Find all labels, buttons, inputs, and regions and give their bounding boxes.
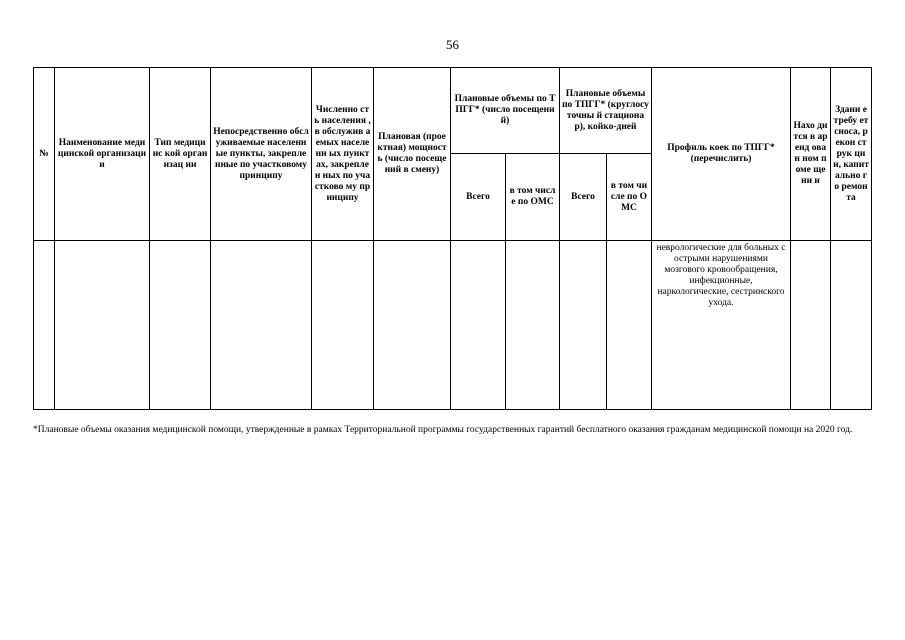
cell-settlements — [211, 241, 312, 410]
header-visits-group: Плановые объемы по ТПГГ* (число посещений) — [451, 68, 560, 154]
header-beddays-group: Плановые объемы по ТПГГ* (круглосуточны й стационар), койко-дней — [560, 68, 652, 154]
header-demolition: Здани е требу ет сноса, рекон струк ции, капит ально го ремон та — [831, 68, 872, 241]
header-number: № — [34, 68, 55, 241]
cell-capacity — [374, 241, 451, 410]
cell-org-type — [150, 241, 211, 410]
cell-leased — [791, 241, 831, 410]
header-bed-profile: Профиль коек по ТПГГ* (перечислить) — [652, 68, 791, 241]
table-header-row — [34, 68, 872, 154]
header-visits-oms: в том числе по ОМС — [506, 154, 560, 241]
table-row — [34, 241, 872, 410]
cell-beddays-total — [560, 241, 607, 410]
cell-population — [312, 241, 374, 410]
header-org-type: Тип медицинс кой организац ии — [150, 68, 211, 241]
planning-table — [33, 67, 872, 410]
cell-beddays-oms — [607, 241, 652, 410]
cell-org-name — [55, 241, 150, 410]
cell-number — [34, 241, 55, 410]
header-population: Численно сть населения , в обслужив аемых населенн ых пунктах, закреплен ных по участково му принципу — [312, 68, 374, 241]
header-leased: Нахо дится в аренд ован ном поме щени и — [791, 68, 831, 241]
cell-visits-total — [451, 241, 506, 410]
cell-bed-profile: неврологические для больных с острыми нарушениями мозгового кровообращения, инфекционные, наркологические, сестринского ухода. — [652, 241, 791, 410]
header-settlements: Непосредственно обслуживаемые населенные пункты, закрепленные по участковому принципу — [211, 68, 312, 241]
header-beddays-total: Всего — [560, 154, 607, 241]
cell-demolition — [831, 241, 872, 410]
header-beddays-oms: в том числе по ОМС — [607, 154, 652, 241]
footnote: *Плановые объемы оказания медицинской помощи, утвержденные в рамках Территориальной программы государственных гарантий бесплатного оказания гражданам медицинской помощи на 2020 год. — [33, 425, 853, 435]
page-number: 56 — [446, 37, 459, 52]
header-capacity: Плановая (проектная) мощность (число посещений в смену) — [374, 68, 451, 241]
cell-visits-oms — [506, 241, 560, 410]
header-org-name: Наименование медицинской организации — [55, 68, 150, 241]
header-visits-total: Всего — [451, 154, 506, 241]
